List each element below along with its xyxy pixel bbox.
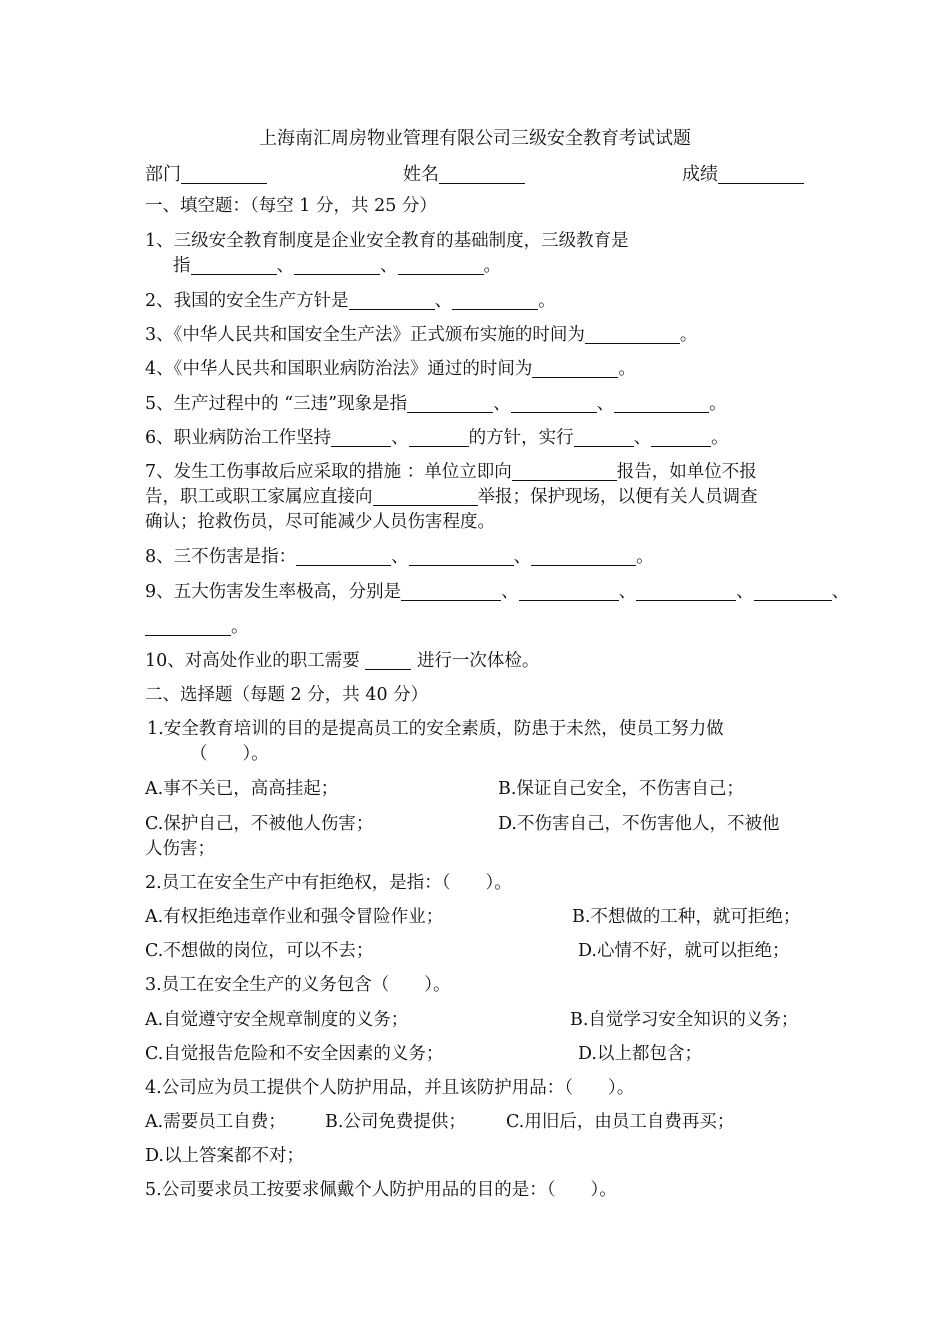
mc-2-option-b[interactable]: B.不想做的工种，就可拒绝；	[572, 907, 801, 927]
question-7-line1: 7、发生工伤事故后应采取的措施 ：单位立即向 报告，如单位不报	[145, 462, 757, 482]
section2-heading: 二、选择题（每题 2 分，共 40 分）	[145, 685, 429, 705]
mc-2-option-d[interactable]: D.心情不好，就可以拒绝；	[578, 941, 790, 961]
mc-1-option-d-cont: 人伤害；	[145, 839, 215, 859]
mc-3-option-c[interactable]: C.自觉报告危险和不安全因素的义务；	[145, 1044, 444, 1064]
question-1-line2: 指 、 、 。	[173, 256, 501, 276]
question-7-line3: 确认；抢救伤员，尽可能减少人员伤害程度。	[145, 512, 495, 532]
mc-question-1-line2: （ ）。	[190, 744, 269, 764]
dept-blank[interactable]	[181, 163, 267, 184]
mc-1-option-d[interactable]: D.不伤害自己，不伤害他人，不被他	[498, 814, 780, 834]
mc-4-option-d[interactable]: D.以上答案都不对；	[145, 1146, 304, 1166]
section1-heading: 一、填空题：（每空 1 分，共 25 分）	[145, 196, 437, 216]
mc-question-1-line1: 1.安全教育培训的目的是提高员工的安全素质，防患于未然，使员工努力做	[147, 719, 724, 739]
mc-question-5: 5.公司要求员工按要求佩戴个人防护用品的目的是：（ ）。	[145, 1180, 617, 1200]
mc-3-option-a[interactable]: A.自觉遵守安全规章制度的义务；	[145, 1010, 409, 1030]
name-blank[interactable]	[439, 163, 525, 184]
question-4: 4、《中华人民共和国职业病防治法》通过的时间为 。	[145, 359, 636, 379]
dept-field: 部门	[145, 160, 267, 186]
question-8: 8、三不伤害是指： 、 、 。	[145, 547, 654, 567]
question-7-line2: 告，职工或职工家属应直接向 举报；保护现场，以便有关人员调查	[145, 487, 758, 507]
name-field: 姓名	[403, 160, 525, 186]
mc-2-option-c[interactable]: C.不想做的岗位，可以不去；	[145, 941, 374, 961]
question-1-line1: 1、三级安全教育制度是企业安全教育的基础制度，三级教育是	[145, 231, 629, 251]
score-field: 成绩	[682, 160, 804, 186]
mc-1-option-c[interactable]: C.保护自己，不被他人伤害；	[145, 814, 374, 834]
mc-2-option-a[interactable]: A.有权拒绝违章作业和强令冒险作业；	[145, 907, 444, 927]
mc-3-option-d[interactable]: D.以上都包含；	[578, 1044, 702, 1064]
mc-1-option-a[interactable]: A.事不关已，高高挂起；	[145, 779, 339, 799]
question-2: 2、我国的安全生产方针是 、 。	[145, 291, 556, 311]
question-3: 3、《中华人民共和国安全生产法》正式颁布实施的时间为 。	[145, 325, 698, 345]
question-10: 10、对高处作业的职工需要 进行一次体检。	[145, 651, 540, 671]
mc-3-option-b[interactable]: B.自觉学习安全知识的义务；	[570, 1010, 799, 1030]
mc-4-option-b[interactable]: B.公司免费提供；	[325, 1112, 466, 1132]
page-title: 上海南汇周房物业管理有限公司三级安全教育考试试题	[259, 128, 691, 149]
question-9-line1: 9、五大伤害发生率极高，分别是 、 、 、 、	[145, 582, 850, 602]
mc-4-option-c[interactable]: C.用旧后，由员工自费再买；	[506, 1112, 735, 1132]
question-5: 5、生产过程中的 “三违”现象是指 、 、 。	[145, 394, 727, 414]
mc-4-option-a[interactable]: A.需要员工自费；	[145, 1112, 286, 1132]
question-9-line2: 。	[145, 614, 815, 640]
mc-question-2: 2.员工在安全生产中有拒绝权，是指：（ ）。	[145, 873, 512, 893]
mc-question-3: 3.员工在安全生产的义务包含（ ）。	[145, 975, 451, 995]
mc-1-option-b[interactable]: B.保证自己安全，不伤害自己；	[498, 779, 744, 799]
score-blank[interactable]	[718, 163, 804, 184]
mc-question-4: 4.公司应为员工提供个人防护用品，并且该防护用品：（ ）。	[145, 1078, 635, 1098]
question-6: 6、职业病防治工作坚持 、 的方针，实行 、 。	[145, 428, 729, 448]
